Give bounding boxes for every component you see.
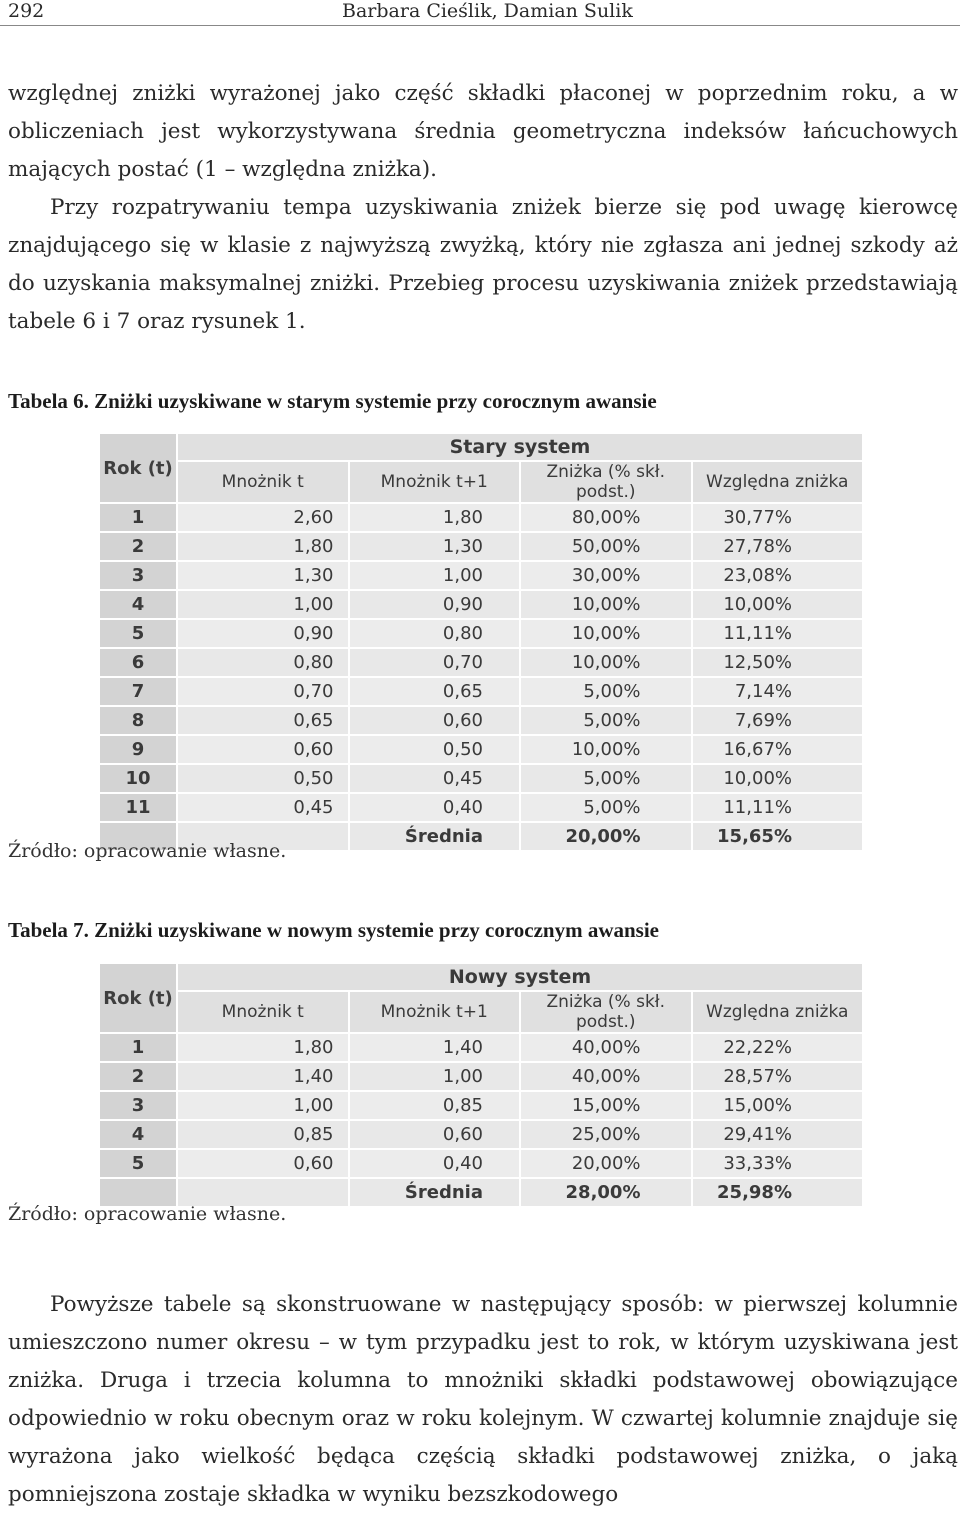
column-header-row: [100, 991, 863, 1033]
header-rule: [0, 25, 960, 26]
table-row: [100, 1033, 863, 1062]
year-cell: 4: [100, 590, 177, 619]
table6-caption: Tabela 6. Zniżki uzyskiwane w starym systemie przy corocznym awansie: [8, 389, 657, 413]
value-cell: 0,90: [349, 590, 521, 619]
value-cell: 1,80: [177, 532, 349, 561]
value-cell: 28,57%: [692, 1062, 864, 1091]
year-cell: 1: [100, 503, 177, 532]
year-cell: 3: [100, 1091, 177, 1120]
value-cell: 30,00%: [520, 561, 692, 590]
value-cell: 0,70: [349, 648, 521, 677]
column-header: Zniżka (% skł. podst.): [520, 461, 692, 503]
average-discount: 20,00%: [520, 822, 692, 851]
column-header: Mnożnik t+1: [349, 461, 521, 503]
table-row: [100, 706, 863, 735]
value-cell: 0,70: [177, 677, 349, 706]
value-cell: 7,69%: [692, 706, 864, 735]
year-cell: 5: [100, 1149, 177, 1178]
year-cell: 4: [100, 1120, 177, 1149]
value-cell: 0,85: [177, 1120, 349, 1149]
table-row: [100, 503, 863, 532]
table-row: [100, 561, 863, 590]
value-cell: 30,77%: [692, 503, 864, 532]
value-cell: 16,67%: [692, 735, 864, 764]
value-cell: 5,00%: [520, 706, 692, 735]
value-cell: 1,80: [177, 1033, 349, 1062]
table-row: [100, 764, 863, 793]
value-cell: 22,22%: [692, 1033, 864, 1062]
table-row: [100, 1062, 863, 1091]
column-header: Względna zniżka: [692, 461, 864, 503]
average-label: Średnia: [349, 1178, 521, 1207]
value-cell: 50,00%: [520, 532, 692, 561]
value-cell: 0,65: [349, 677, 521, 706]
value-cell: 25,00%: [520, 1120, 692, 1149]
value-cell: 10,00%: [520, 648, 692, 677]
column-header-row: [100, 461, 863, 503]
table6: [100, 434, 864, 852]
value-cell: 2,60: [177, 503, 349, 532]
header-authors: Barbara Cieślik, Damian Sulik: [342, 0, 633, 22]
average-relative: 25,98%: [692, 1178, 864, 1207]
value-cell: 0,45: [349, 764, 521, 793]
running-header: [0, 0, 960, 22]
table-row: [100, 532, 863, 561]
column-header: Mnożnik t: [177, 461, 349, 503]
value-cell: 80,00%: [520, 503, 692, 532]
system-header-row: [100, 434, 863, 461]
year-cell: 6: [100, 648, 177, 677]
value-cell: 1,00: [177, 590, 349, 619]
table-row: [100, 677, 863, 706]
value-cell: 0,40: [349, 793, 521, 822]
paragraph-1: względnej zniżki wyrażonej jako część składki płaconej w poprzednim roku, a w obliczeniach jest wykorzystywana średnia geometryczna indeksów łańcuchowych mających postać (1 – względna zniżka).: [8, 81, 958, 182]
value-cell: 0,65: [177, 706, 349, 735]
year-cell: 5: [100, 619, 177, 648]
value-cell: 7,14%: [692, 677, 864, 706]
table6-source: Źródło: opracowanie własne.: [8, 840, 287, 862]
value-cell: 1,40: [177, 1062, 349, 1091]
value-cell: 23,08%: [692, 561, 864, 590]
column-header: Mnożnik t+1: [349, 991, 521, 1033]
rok-header: Rok (t): [100, 434, 177, 503]
table-row: [100, 1120, 863, 1149]
table-row: [100, 793, 863, 822]
value-cell: 1,40: [349, 1033, 521, 1062]
closing-text: [8, 1286, 958, 1514]
value-cell: 40,00%: [520, 1033, 692, 1062]
system-name: Stary system: [177, 434, 863, 461]
value-cell: 15,00%: [520, 1091, 692, 1120]
value-cell: 0,60: [349, 1120, 521, 1149]
value-cell: 0,40: [349, 1149, 521, 1178]
value-cell: 29,41%: [692, 1120, 864, 1149]
value-cell: 20,00%: [520, 1149, 692, 1178]
value-cell: 33,33%: [692, 1149, 864, 1178]
value-cell: 11,11%: [692, 619, 864, 648]
value-cell: 0,90: [177, 619, 349, 648]
value-cell: 1,30: [349, 532, 521, 561]
year-cell: 7: [100, 677, 177, 706]
year-cell: 9: [100, 735, 177, 764]
column-header: Zniżka (% skł. podst.): [520, 991, 692, 1033]
table7-source: Źródło: opracowanie własne.: [8, 1203, 287, 1225]
value-cell: 0,50: [177, 764, 349, 793]
column-header: Mnożnik t: [177, 991, 349, 1033]
table-row: [100, 735, 863, 764]
value-cell: 10,00%: [520, 619, 692, 648]
value-cell: 0,85: [349, 1091, 521, 1120]
value-cell: 15,00%: [692, 1091, 864, 1120]
value-cell: 10,00%: [692, 590, 864, 619]
average-discount: 28,00%: [520, 1178, 692, 1207]
paragraph-2: Przy rozpatrywaniu tempa uzyskiwania zniżek bierze się pod uwagę kierowcę znajdującego się w klasie z najwyższą zwyżką, który nie zgłasza ani jednej szkody aż do uzyskania maksymalnej zniżki. Przebieg procesu uzyskiwania zniżek przedstawiają tabele 6 i 7 oraz rysunek 1.: [8, 195, 958, 334]
table-row: [100, 619, 863, 648]
year-cell: 11: [100, 793, 177, 822]
year-cell: 10: [100, 764, 177, 793]
intro-text: [8, 75, 958, 341]
average-relative: 15,65%: [692, 822, 864, 851]
value-cell: 40,00%: [520, 1062, 692, 1091]
value-cell: 11,11%: [692, 793, 864, 822]
year-cell: 3: [100, 561, 177, 590]
rok-header: Rok (t): [100, 964, 177, 1033]
value-cell: 1,80: [349, 503, 521, 532]
page-number: 292: [8, 0, 45, 22]
value-cell: 10,00%: [520, 590, 692, 619]
value-cell: 10,00%: [520, 735, 692, 764]
value-cell: 0,45: [177, 793, 349, 822]
value-cell: 1,00: [177, 1091, 349, 1120]
year-cell: 2: [100, 532, 177, 561]
table-row: [100, 1091, 863, 1120]
value-cell: 0,60: [349, 706, 521, 735]
value-cell: 5,00%: [520, 677, 692, 706]
value-cell: 12,50%: [692, 648, 864, 677]
value-cell: 5,00%: [520, 764, 692, 793]
year-cell: 8: [100, 706, 177, 735]
column-header: Względna zniżka: [692, 991, 864, 1033]
table7-caption: Tabela 7. Zniżki uzyskiwane w nowym systemie przy corocznym awansie: [8, 918, 659, 942]
value-cell: 10,00%: [692, 764, 864, 793]
value-cell: 0,60: [177, 735, 349, 764]
system-name: Nowy system: [177, 964, 863, 991]
average-label: Średnia: [349, 822, 521, 851]
value-cell: 0,50: [349, 735, 521, 764]
value-cell: 0,80: [349, 619, 521, 648]
table-row: [100, 648, 863, 677]
value-cell: 1,00: [349, 561, 521, 590]
paragraph-3: Powyższe tabele są skonstruowane w następujący sposób: w pierwszej kolumnie umieszczono numer okresu – w tym przypadku jest to rok, w którym uzyskiwana jest zniżka. Druga i trzecia kolumna to mnożniki składki podstawowej obowiązujące odpowiednio w roku obecnym oraz w roku kolejnym. W czwartej kolumnie znajduje się wyrażona jako wielkość będąca częścią składki podstawowej zniżka, o jaką pomniejszona zostaje składka w wyniku bezszkodowego: [8, 1292, 958, 1507]
system-header-row: [100, 964, 863, 991]
table-row: [100, 1149, 863, 1178]
table-row: [100, 590, 863, 619]
value-cell: 1,30: [177, 561, 349, 590]
year-cell: 2: [100, 1062, 177, 1091]
value-cell: 1,00: [349, 1062, 521, 1091]
year-cell: 1: [100, 1033, 177, 1062]
value-cell: 0,60: [177, 1149, 349, 1178]
value-cell: 27,78%: [692, 532, 864, 561]
table7: [100, 964, 864, 1208]
value-cell: 5,00%: [520, 793, 692, 822]
value-cell: 0,80: [177, 648, 349, 677]
